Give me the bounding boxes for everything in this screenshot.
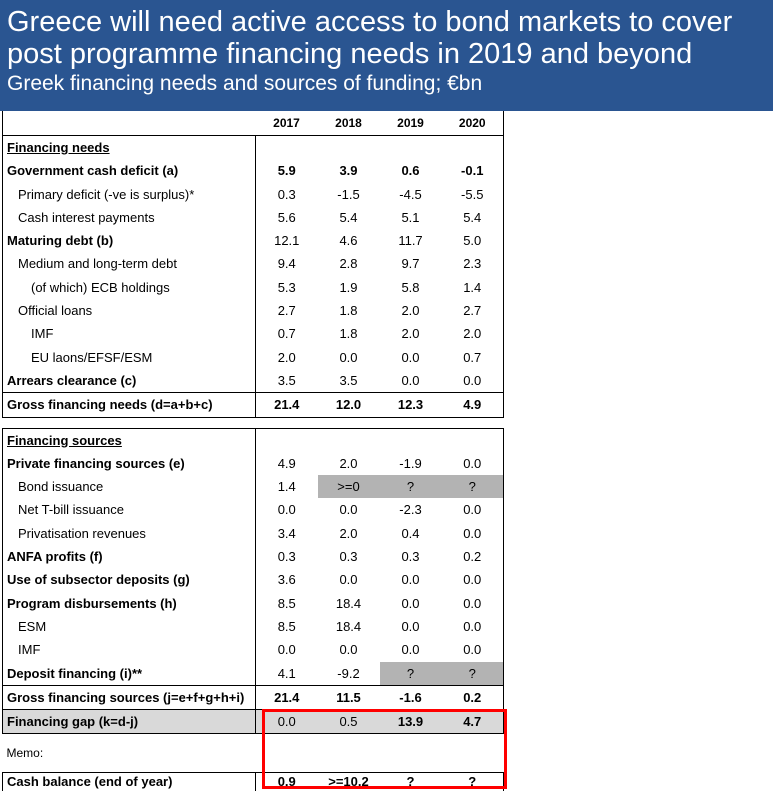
cell-value: 0.3 xyxy=(256,545,318,568)
cell-value: 0.0 xyxy=(256,638,318,661)
cell-value: 2.0 xyxy=(442,322,504,345)
row-label: (of which) ECB holdings xyxy=(3,276,256,299)
cell-value: 12.3 xyxy=(380,393,442,417)
table-row xyxy=(3,369,504,393)
cell-value: -5.5 xyxy=(442,183,504,206)
table-row xyxy=(3,498,504,521)
cell-value: 2.8 xyxy=(339,256,358,272)
year-header-row xyxy=(3,111,504,136)
row-label: IMF xyxy=(3,638,256,661)
cell-value: 0.0 xyxy=(256,498,318,521)
table-row xyxy=(3,299,504,322)
cell-value: 2.0 xyxy=(339,455,358,471)
cell-value: -1.9 xyxy=(399,455,422,471)
financing-table xyxy=(2,111,504,791)
cell-value: 1.4 xyxy=(442,276,504,299)
cell-value: 0.0 xyxy=(442,369,504,393)
table-row xyxy=(3,346,504,369)
cell-value: 3.5 xyxy=(339,372,358,388)
cell-value: 0.9 xyxy=(256,773,318,791)
cell-value: 1.8 xyxy=(339,326,358,342)
cell-value: -2.3 xyxy=(399,502,422,518)
cell-value: 21.4 xyxy=(256,685,318,709)
cell-value: -9.2 xyxy=(337,665,360,681)
cell-value: 0.2 xyxy=(442,545,504,568)
cell-value: 0.3 xyxy=(401,549,420,565)
cell-value: 0.7 xyxy=(442,346,504,369)
table-row xyxy=(3,159,504,182)
table-row xyxy=(3,568,504,591)
cell-value: 0.0 xyxy=(401,572,420,588)
table-row xyxy=(3,252,504,275)
row-label: ANFA profits (f) xyxy=(3,545,256,568)
cell-value: 18.4 xyxy=(335,595,362,611)
cell-value: ? xyxy=(380,662,442,686)
cell-value: 0.0 xyxy=(442,592,504,615)
table-row xyxy=(3,638,504,661)
cell-value: 11.7 xyxy=(398,233,423,249)
section-header-row xyxy=(3,136,504,160)
table-row xyxy=(3,615,504,638)
row-label: Government cash deficit (a) xyxy=(3,159,256,182)
year-header: 2017 xyxy=(273,116,300,130)
row-label: Cash interest payments xyxy=(3,206,256,229)
cell-value: -0.1 xyxy=(442,159,504,182)
section-header-needs: Financing needs xyxy=(3,136,256,160)
cell-value: 3.6 xyxy=(256,568,318,591)
cell-value: -4.5 xyxy=(399,186,422,202)
cell-value: >=10.2 xyxy=(318,773,380,791)
row-label: IMF xyxy=(3,322,256,345)
row-label: Medium and long-term debt xyxy=(3,252,256,275)
cell-value: ? xyxy=(442,773,504,791)
row-label: Program disbursements (h) xyxy=(3,592,256,615)
year-header: 2019 xyxy=(397,116,424,130)
cell-value: 4.7 xyxy=(442,710,504,734)
table-row xyxy=(3,206,504,229)
section-header-row xyxy=(3,428,504,452)
cell-value: 0.7 xyxy=(256,322,318,345)
cell-value: 0.0 xyxy=(401,642,420,658)
section-header-sources: Financing sources xyxy=(3,428,256,452)
cell-value: 0.5 xyxy=(318,710,380,734)
table-row xyxy=(3,662,504,686)
cell-value: -1.6 xyxy=(380,685,442,709)
cell-value: 1.4 xyxy=(256,475,318,498)
table-row xyxy=(3,229,504,252)
table-row xyxy=(3,452,504,475)
table-row xyxy=(3,183,504,206)
cell-value: 0.0 xyxy=(339,642,358,658)
cell-value: 4.1 xyxy=(256,662,318,686)
cell-value: 12.1 xyxy=(256,229,318,252)
cell-value: 5.4 xyxy=(442,206,504,229)
cell-value: ? xyxy=(442,475,504,498)
row-label: Net T-bill issuance xyxy=(3,498,256,521)
year-header: 2018 xyxy=(335,116,362,130)
cell-value: 1.9 xyxy=(339,279,358,295)
row-label: Privatisation revenues xyxy=(3,522,256,545)
highlight-box xyxy=(262,709,507,789)
row-label: EU laons/EFSF/ESM xyxy=(3,346,256,369)
row-label: Maturing debt (b) xyxy=(3,229,256,252)
cell-value: 4.9 xyxy=(442,393,504,417)
page-title-line-2: post programme financing needs in 2019 and beyond xyxy=(7,38,693,70)
cell-value: 5.0 xyxy=(442,229,504,252)
cell-value: -1.5 xyxy=(337,186,360,202)
table-row xyxy=(3,522,504,545)
title-banner xyxy=(0,0,773,111)
table-row xyxy=(3,545,504,568)
row-label: Cash balance (end of year) xyxy=(3,773,256,791)
table-row xyxy=(3,475,504,498)
cell-value: 0.0 xyxy=(442,522,504,545)
total-row-needs xyxy=(3,393,504,417)
row-label: Primary deficit (-ve is surplus)* xyxy=(3,183,256,206)
cell-value: 9.4 xyxy=(256,252,318,275)
row-label: Private financing sources (e) xyxy=(3,452,256,475)
cell-value: 8.5 xyxy=(256,615,318,638)
section-spacer xyxy=(3,417,504,428)
cell-value: 0.0 xyxy=(442,615,504,638)
cell-value: 1.8 xyxy=(339,303,358,319)
cell-value: 2.7 xyxy=(256,299,318,322)
page-title-line-1: Greece will need active access to bond markets to cover xyxy=(7,6,733,38)
cell-value: ? xyxy=(442,662,504,686)
cell-value: 5.8 xyxy=(401,279,420,295)
cell-value: 2.0 xyxy=(401,326,420,342)
row-label: Bond issuance xyxy=(3,475,256,498)
row-label: Arrears clearance (c) xyxy=(3,369,256,393)
cell-value: 0.0 xyxy=(339,502,358,518)
cell-value: 0.3 xyxy=(339,549,358,565)
row-label: ESM xyxy=(3,615,256,638)
cell-value: 8.5 xyxy=(256,592,318,615)
cell-value: 4.6 xyxy=(339,233,358,249)
cell-value: 4.9 xyxy=(256,452,318,475)
cell-value: 3.9 xyxy=(339,163,358,179)
table-row xyxy=(3,592,504,615)
cell-value: 2.3 xyxy=(442,252,504,275)
row-label: Financing gap (k=d-j) xyxy=(3,710,256,734)
cell-value: 3.5 xyxy=(256,369,318,393)
memo-label: Memo: xyxy=(6,746,44,761)
cell-value: 11.5 xyxy=(318,685,380,709)
cell-value: 0.2 xyxy=(442,685,504,709)
cell-value: 0.4 xyxy=(401,525,420,541)
cell-value: 2.0 xyxy=(339,525,358,541)
cell-value: 0.0 xyxy=(401,372,420,388)
cell-value: 0.0 xyxy=(442,568,504,591)
cell-value: 2.0 xyxy=(401,303,420,319)
header-blank xyxy=(3,111,256,136)
cell-value: 0.0 xyxy=(442,638,504,661)
cell-value: 21.4 xyxy=(256,393,318,417)
total-row-sources xyxy=(3,685,504,709)
cell-value: 0.0 xyxy=(256,710,318,734)
cell-value: 2.0 xyxy=(256,346,318,369)
cell-value: 0.0 xyxy=(442,452,504,475)
cell-value: 9.7 xyxy=(401,256,420,272)
cell-value: 0.0 xyxy=(339,349,358,365)
cell-value: 5.1 xyxy=(401,209,420,225)
cell-value: 12.0 xyxy=(318,393,380,417)
table-row xyxy=(3,276,504,299)
cell-value: ? xyxy=(380,773,442,791)
cell-value: 0.0 xyxy=(442,498,504,521)
cell-value: 0.0 xyxy=(339,572,358,588)
table-row xyxy=(3,322,504,345)
row-label: Use of subsector deposits (g) xyxy=(3,568,256,591)
row-label: Deposit financing (i)** xyxy=(3,662,256,686)
cell-value: 5.3 xyxy=(256,276,318,299)
row-label: Gross financing sources (j=e+f+g+h+i) xyxy=(3,685,256,709)
cell-value: 0.3 xyxy=(256,183,318,206)
cell-value: 0.0 xyxy=(401,349,420,365)
cell-value: 0.6 xyxy=(401,163,420,179)
page-subtitle: Greek financing needs and sources of funding; €bn xyxy=(7,72,483,95)
cell-value: 2.7 xyxy=(442,299,504,322)
cell-value: 5.9 xyxy=(256,159,318,182)
cell-value: 5.4 xyxy=(339,209,358,225)
row-label: Official loans xyxy=(3,299,256,322)
year-header: 2020 xyxy=(442,111,504,136)
cell-value: 13.9 xyxy=(380,710,442,734)
cell-value: 3.4 xyxy=(256,522,318,545)
cell-value: 0.0 xyxy=(401,595,420,611)
cell-value: 5.6 xyxy=(256,206,318,229)
cell-value: 0.0 xyxy=(401,618,420,634)
row-label: Gross financing needs (d=a+b+c) xyxy=(3,393,256,417)
cell-value: >=0 xyxy=(318,475,380,498)
cell-value: 18.4 xyxy=(335,618,362,634)
cell-value: ? xyxy=(380,475,442,498)
